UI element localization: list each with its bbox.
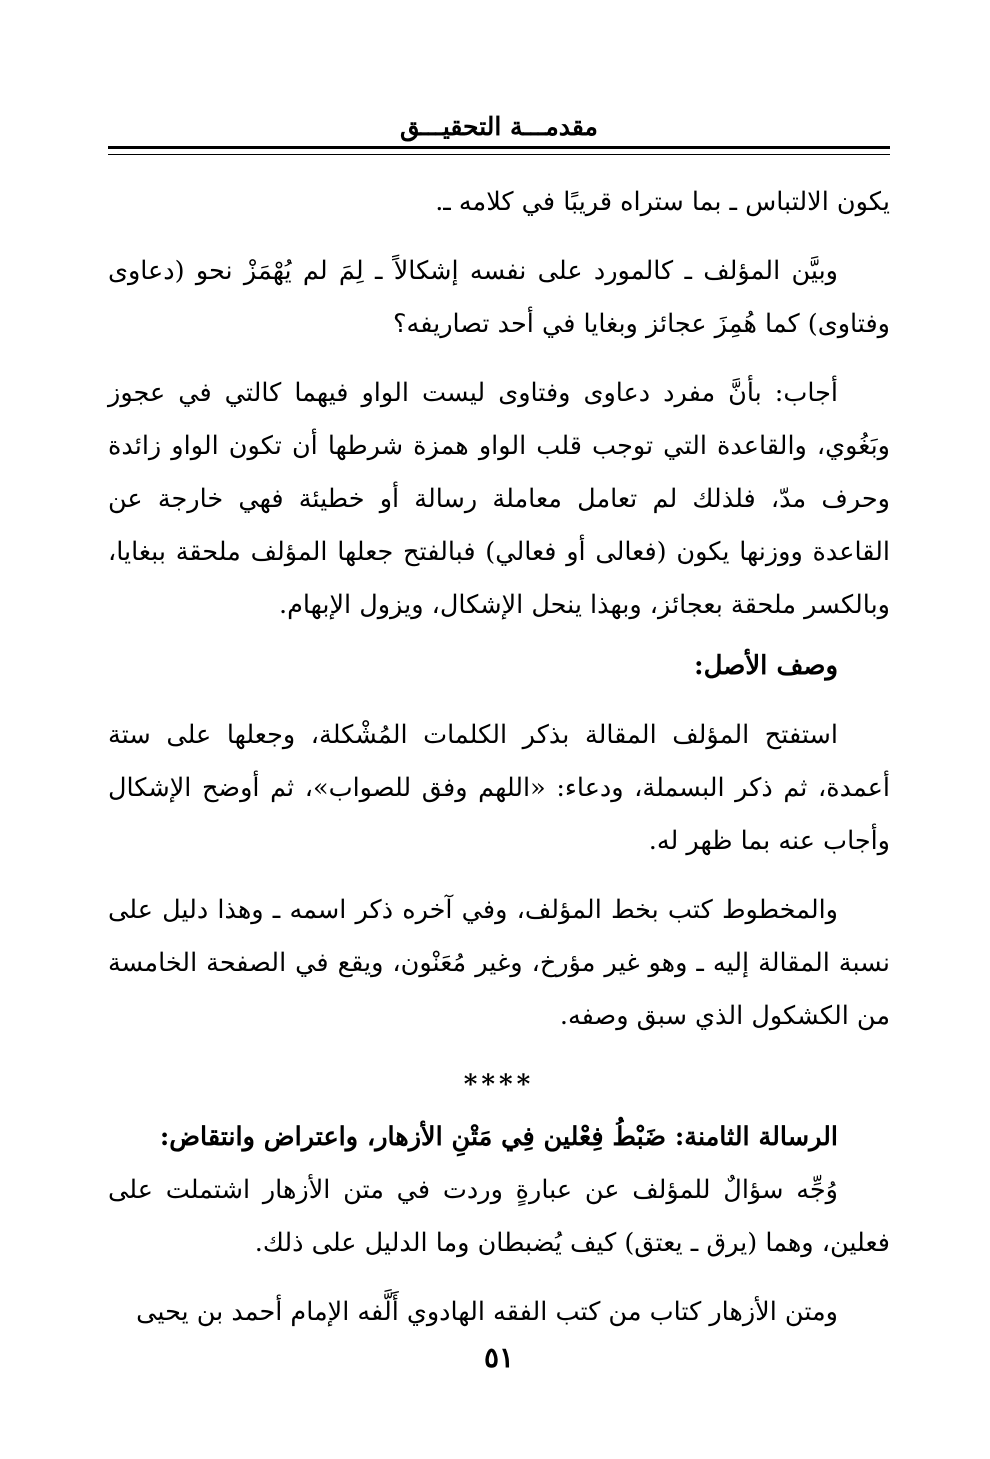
section-heading-origin: وصف الأصل: — [693, 651, 838, 681]
body-text — [108, 176, 890, 1339]
paragraph-3: أجاب: بأنَّ مفرد دعاوى وفتاوى ليست الواو فيهما كالتي في عجوز وبَغُوي، والقاعدة التي توجب قلب الواو همزة شرطها أن تكون الواو زائدة وحرف مدّ، فلذلك لم تعامل معاملة رسالة أو خطيئة فهي خارجة عن القاعدة ووزنها يكون (فعالى أو فعالي) فبالفتح جعلها المؤلف ملحقة ببغايا، وبالكسر ملحقة بعجائز، وبهذا ينحل الإشكال، ويزول الإبهام. — [108, 378, 890, 620]
section-separator-stars: **** — [463, 1070, 535, 1100]
running-header-title: مقدمـــة التحقيـــق — [400, 112, 598, 141]
paragraph-6: وُجِّه سؤالٌ للمؤلف عن عبارةٍ وردت في متن الأزهار اشتملت على فعلين، وهما (يرق ـ يعتق) كيف يُضبطان وما الدليل على ذلك. — [108, 1175, 890, 1258]
paragraph-4: استفتح المؤلف المقالة بذكر الكلمات المُشْكلة، وجعلها على ستة أعمدة، ثم ذكر البسملة، ودعاء: «اللهم وفق للصواب»، ثم أوضح الإشكال وأجاب عنه بما ظهر له. — [108, 720, 890, 856]
paragraph-7: ومتن الأزهار كتاب من كتب الفقه الهادوي أَلَّفه الإمام أحمد بن يحيى — [136, 1297, 838, 1327]
header-rule-thick — [108, 146, 890, 149]
page-number: ٥١ — [483, 1341, 515, 1374]
section-heading-eighth-letter: الرسالة الثامنة: ضَبْطُ فِعْلين فِي مَتْنِ الأزهار، واعتراض وانتقاض: — [159, 1122, 838, 1152]
paragraph-5: والمخطوط كتب بخط المؤلف، وفي آخره ذكر اسمه ـ وهذا دليل على نسبة المقالة إليه ـ وهو غير مؤرخ، وغير مُعَنْون، ويقع في الصفحة الخامسة من الكشكول الذي سبق وصفه. — [108, 895, 890, 1031]
paragraph-2: وبيَّن المؤلف ـ كالمورد على نفسه إشكالاً ـ لِمَ لم يُهْمَزْ نحو (دعاوى وفتاوى) كما هُمِزَ عجائز وبغايا في أحد تصاريفه؟ — [108, 256, 890, 339]
header-rule-thin — [108, 154, 890, 155]
paragraph-1: يكون الالتباس ـ بما ستراه قريبًا في كلامه ـ. — [435, 187, 890, 217]
